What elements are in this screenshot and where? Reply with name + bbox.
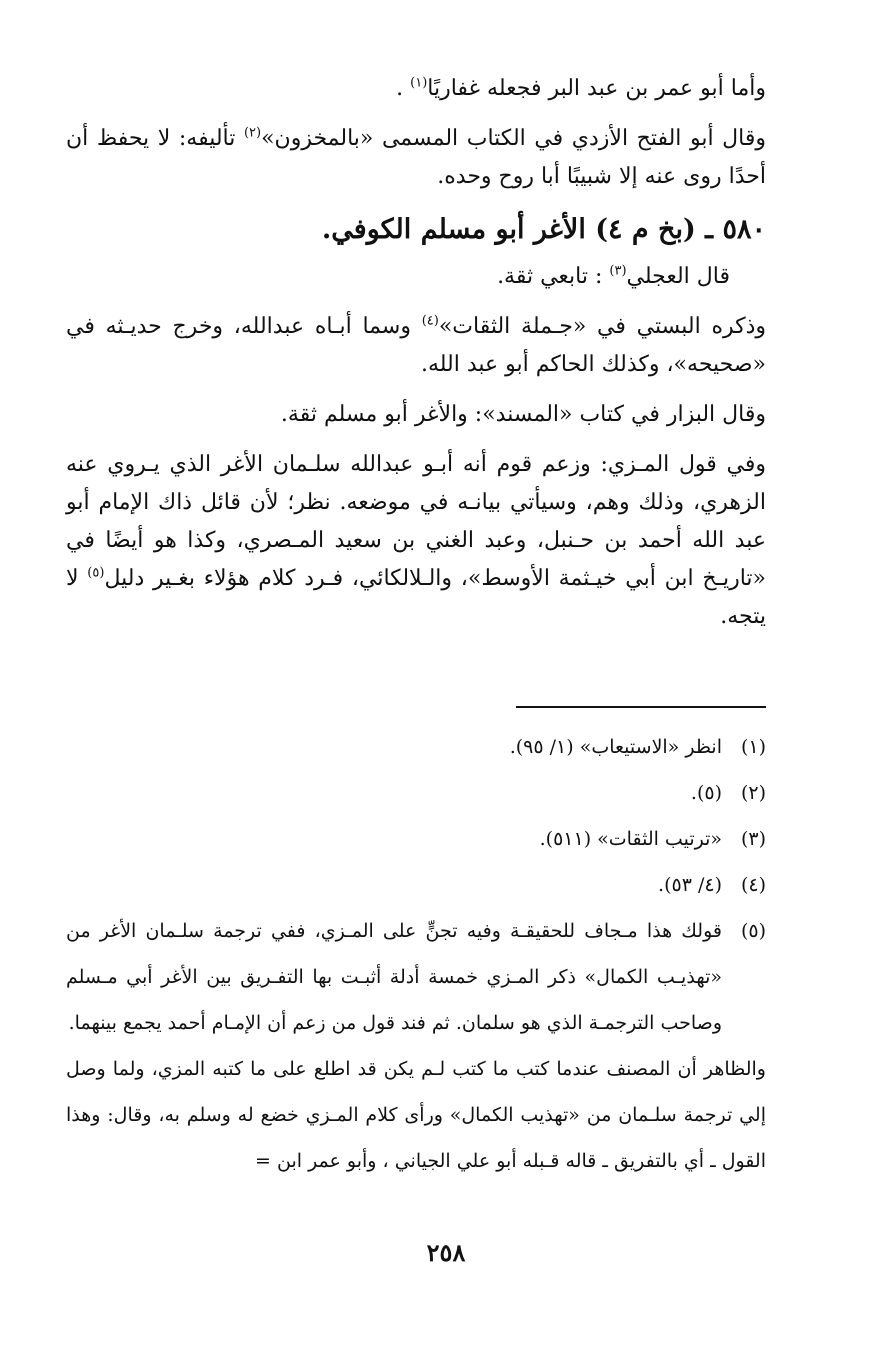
footnote-ref-4[interactable]: (٤) <box>421 313 439 329</box>
paragraph-bazzar: وقال البزار في كتاب «المسند»: والأغر أبو مسلم ثقة. <box>280 402 766 427</box>
footnote-text: (٥). <box>690 782 722 804</box>
footnote-5 <box>66 908 766 1046</box>
footnotes <box>66 724 766 1184</box>
paragraph-mizzi: وفي قول المـزي: وزعم قوم أنه أبـو عبدالله سلـمان الأغر الذي يـروي عنه الزهري، وذلك وهم، وسيأتي بيانـه في موضعه. نظر؛ لأن قائل ذاك الإمام أبو عبد الله أحمد بن حـنبل، وعبد الغني بن سعيد المـصري، وكذا هو أيضًا في «تاريـخ ابن أبي خيـثمة الأوسط»، والـلالكائي، فـرد كلام هؤلاء بغـير دليل$^{(٥)}$ لا يتجه. <box>66 452 766 629</box>
footnote-number: (١) <box>740 736 766 758</box>
entry-heading: ٥٨٠ ـ (بخ م ٤) الأغر أبو مسلم الكوفي. <box>321 214 766 245</box>
footnote-1 <box>66 724 766 770</box>
paragraph-ijli: قال العجلي$^{(٣)}$ : تابعي ثقة. <box>497 263 730 289</box>
footnote-number: (٥) <box>740 920 766 942</box>
footnote-ref-2[interactable]: (٢) <box>243 125 262 141</box>
footnote-ref-3[interactable]: (٣) <box>609 263 627 279</box>
footnote-4 <box>66 862 766 908</box>
page-number: ٢٥٨ <box>426 1238 466 1267</box>
paragraph-ibn-abd-al-barr: وأما أبو عمر بن عبد البر فجعله غفاريًا$^{(١)}$ . <box>396 75 766 101</box>
footnote-2 <box>66 770 766 816</box>
footnote-3 <box>66 816 766 862</box>
footnote-text: انظر «الاستيعاب» (١/ ٩٥). <box>509 736 722 758</box>
footnote-text: «ترتيب الثقات» (٥١١). <box>539 828 722 850</box>
footnote-continuation: والظاهر أن المصنف عندما كتب ما كتب لـم يكن قد اطلع على ما كتبه المزي، ولما وصل إلي ترجمة سلـمان من «تهذيب الكمال» ورأى كلام المـزي خضع له وسلم به، وقال: وهذا القول ـ أي بالتفريق ـ قاله قـبله أبو علي الجياني ، وأبو عمر ابن = <box>66 1058 766 1172</box>
footnote-number: (٤) <box>740 874 766 896</box>
footnote-text: قولك هذا مـجاف للحقيقـة وفيه تجنٍّ على المـزي، ففي ترجمة سلـمان الأغر من «تهذيـب الكمال» ذكر المـزي خمسة أدلة أثبـت بها التفـريق بين الأغر أبي مـسلم وصاحب الترجمـة الذي هو سلمان. ثم فند قول من زعم أن الإمـام أحمد يجمع بينهما. <box>66 920 722 1034</box>
footnote-ref-1[interactable]: (١) <box>410 75 428 91</box>
footnote-number: (٣) <box>740 828 766 850</box>
footnote-divider <box>516 706 766 708</box>
footnote-number: (٢) <box>740 782 766 804</box>
main-text <box>66 70 766 648</box>
paragraph-busti: وذكره البستي في «جـملة الثقات»$^{(٤)}$ وسما أبـاه عبدالله، وخرج حديـثه في «صحيحه»، وكذلك الحاكم أبو عبد الله. <box>66 313 766 377</box>
paragraph-azdi: وقال أبو الفتح الأزدي في الكتاب المسمى «بالمخزون»$^{(٢)}$ تأليفه: لا يحفظ أن أحدًا روى عنه إلا شبيبًا أبا روح وحده. <box>66 125 766 189</box>
footnote-text: (٤/ ٥٣). <box>658 874 722 896</box>
footnote-ref-5[interactable]: (٥) <box>87 565 105 581</box>
